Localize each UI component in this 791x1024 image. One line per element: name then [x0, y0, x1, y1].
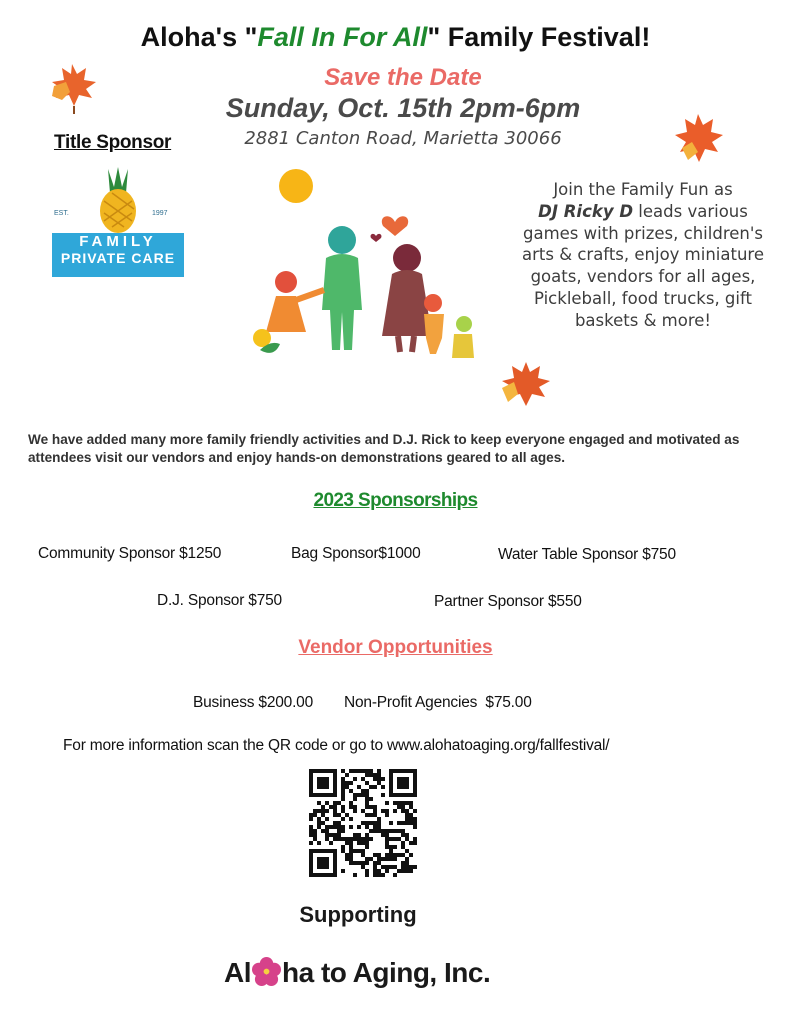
sun-icon	[279, 169, 313, 203]
business-vendor-fee: Business $200.00	[193, 694, 314, 711]
family-illustration	[250, 160, 480, 370]
festival-headline	[0, 22, 791, 53]
vendor-opportunities-title: Vendor Opportunities	[298, 637, 493, 658]
activities-paragraph: We have added many more family friendly activities and D.J. Rick to keep everyone engaged and motivated as attendees visit our vendors and enjoy hands-on demonstrations geared to all ages.	[28, 432, 740, 465]
qr-code-icon[interactable]	[309, 769, 417, 877]
small-heart-icon	[371, 234, 382, 242]
org-name-start: Al	[224, 957, 251, 988]
logo-year: 1997	[152, 210, 168, 217]
dj-sponsor: D.J. Sponsor $750	[157, 592, 282, 609]
logo-family: FAMILY	[79, 233, 157, 250]
supporting-label: Supporting	[299, 902, 417, 927]
family-private-care-logo	[52, 165, 184, 285]
community-sponsor: Community Sponsor $1250	[38, 545, 222, 562]
water-table-sponsor: Water Table Sponsor $750	[498, 546, 676, 563]
logo-est: EST.	[54, 210, 69, 217]
headline-highlight: Fall In For All	[257, 22, 428, 52]
org-name-end: ha to Aging, Inc.	[282, 957, 491, 988]
bag-sponsor: Bag Sponsor$1000	[291, 545, 421, 562]
pineapple-icon	[52, 165, 184, 285]
headline-prefix: Aloha's "	[140, 22, 258, 52]
headline-suffix: " Family Festival!	[427, 22, 651, 52]
more-info-text: For more information scan the QR code or go to www.alohatoaging.org/fallfestival/	[63, 737, 610, 754]
event-address: 2881 Canton Road, Marietta 30066	[244, 128, 562, 149]
autumn-leaves-icon	[496, 354, 556, 414]
dj-name: DJ Ricky D	[538, 201, 634, 221]
sponsorships-title: 2023 Sponsorships	[313, 490, 478, 511]
logo-services: SERVICES	[98, 268, 138, 274]
heart-icon	[382, 216, 408, 236]
autumn-leaves-icon	[44, 56, 104, 116]
event-date-time: Sunday, Oct. 15th 2pm-6pm	[225, 93, 581, 123]
non-profit-vendor-fee: Non-Profit Agencies $75.00	[344, 694, 532, 711]
event-blurb	[508, 179, 778, 332]
partner-sponsor: Partner Sponsor $550	[434, 593, 582, 610]
save-the-date: Save the Date	[324, 64, 482, 91]
qr-code-graphic	[309, 769, 417, 877]
autumn-leaves-icon	[668, 108, 728, 168]
hibiscus-flower-icon	[252, 957, 281, 986]
aloha-to-aging-logo	[224, 957, 490, 989]
blurb-rest: leads various games with prizes, children's arts & crafts, enjoy miniature goats, vendors for all ages, Pickleball, food trucks, gift baskets & more!	[522, 201, 764, 330]
title-sponsor-label: Title Sponsor	[54, 132, 172, 153]
logo-private-care: PRIVATE CARE	[60, 250, 176, 266]
blurb-intro: Join the Family Fun as	[553, 180, 733, 199]
